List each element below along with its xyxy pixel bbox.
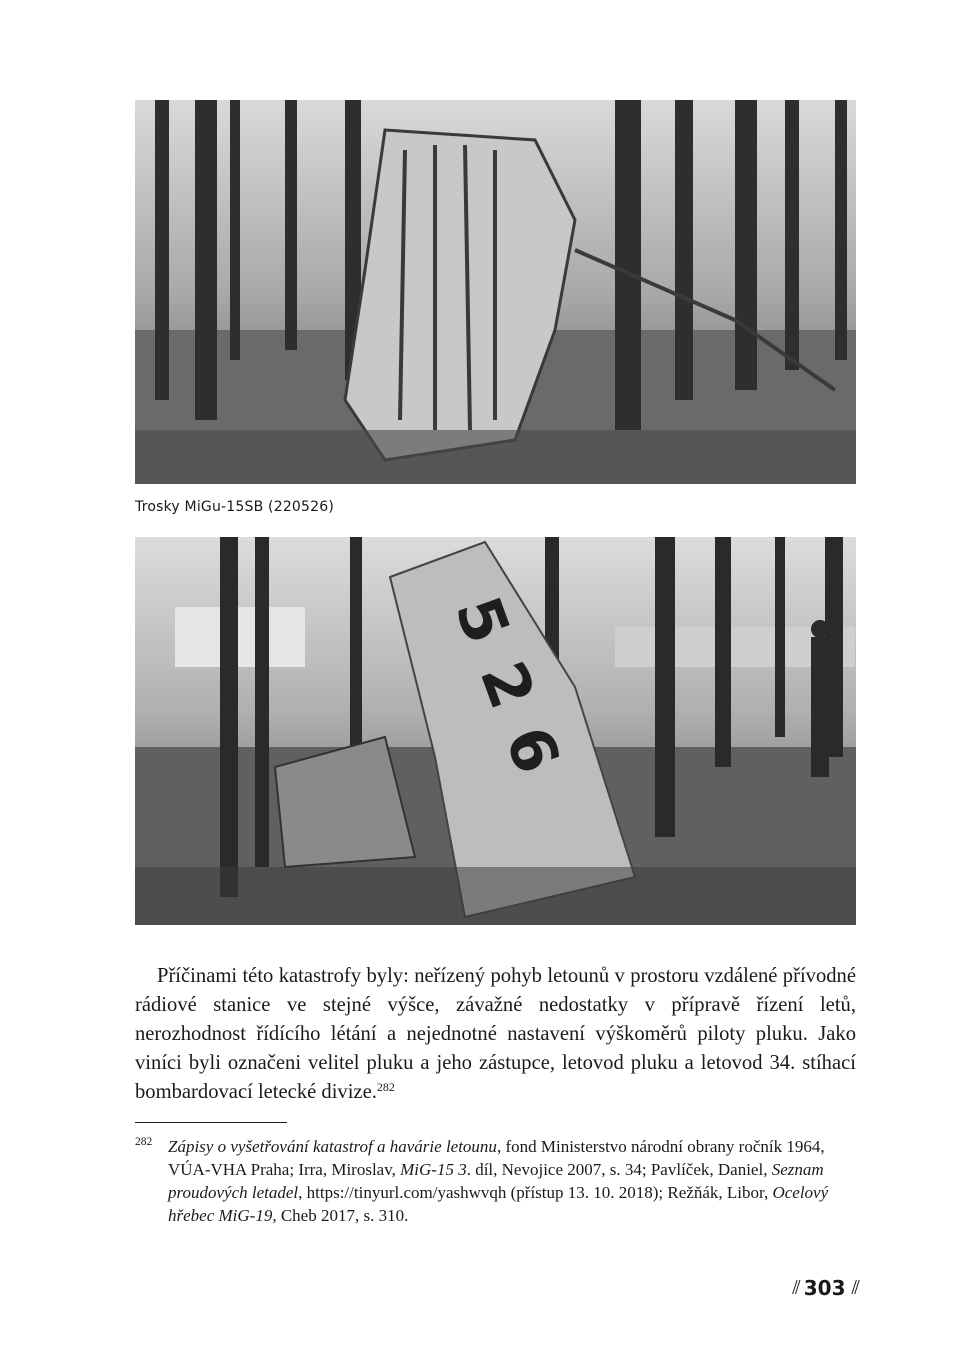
- svg-text:5: 5: [440, 587, 525, 653]
- ornament-left-icon: ⫽: [792, 1277, 798, 1299]
- footnote-part-1: , fond Ministerstvo národní obrany ročník 1964, VÚA-VHA Praha; Irra, Miroslav,: [168, 1137, 825, 1179]
- ornament-right-icon: ⫽: [851, 1277, 857, 1299]
- page-number: 303: [803, 1276, 846, 1300]
- wreckage-photo-top: [135, 100, 856, 484]
- body-paragraph-text: Příčinami této katastrofy byly: neřízený pohyb letounů v prostoru vzdálené přívodné rádiové stanice ve stejné výšce, závažné nedostatky v přípravě řízení letů, nerozhodnost řídícího létání a nejednotné nastavení výškoměrů piloty pluku. Jako viníci byli označeni velitel pluku a jeho zástupce, letovod pluku a letovod 34. stíhací bombardovací letecké divize.: [135, 965, 856, 1103]
- footnote-italic-4: Ocelový hřebec MiG-19: [168, 1183, 829, 1225]
- wreckage-photo-top-image: [135, 100, 856, 484]
- wreckage-photo-bottom-image: [135, 537, 856, 925]
- svg-text:2: 2: [465, 652, 550, 718]
- footnote-part-4: , Cheb 2017, s. 310.: [272, 1206, 409, 1225]
- page-number-block: [792, 1276, 857, 1300]
- footnote-reference[interactable]: 282: [376, 1080, 395, 1094]
- footnote-italic-3: Seznam proudových letadel: [168, 1160, 824, 1202]
- footnote: [135, 1135, 856, 1227]
- body-paragraph: [135, 962, 856, 1107]
- footnote-title: Zápisy o vyšetřování katastrof a havárie letounu: [168, 1137, 497, 1156]
- wreckage-photo-bottom: [135, 537, 856, 925]
- footnote-text: [135, 1135, 856, 1227]
- footnote-italic-2: MiG-15 3: [400, 1160, 467, 1179]
- photo-caption: Trosky MiGu-15SB (220526): [135, 499, 335, 515]
- footnote-part-3: , https://tinyurl.com/yashwvqh (přístup 13. 10. 2018); Režňák, Libor,: [298, 1183, 773, 1202]
- footnote-part-2: . díl, Nevojice 2007, s. 34; Pavlíček, Daniel,: [466, 1160, 772, 1179]
- svg-text:6: 6: [490, 717, 575, 783]
- footnote-number: 282: [135, 1136, 153, 1148]
- footnote-divider: [135, 1122, 287, 1123]
